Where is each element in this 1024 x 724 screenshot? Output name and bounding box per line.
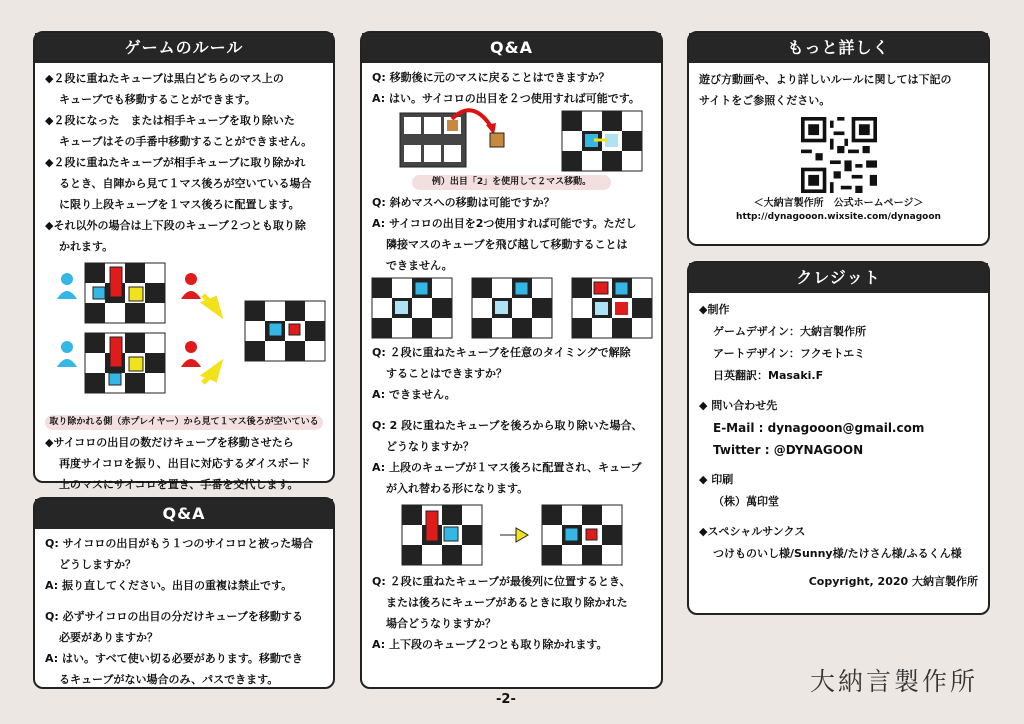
- dice-illustration: [372, 111, 652, 171]
- qr-code-icon[interactable]: [801, 117, 877, 193]
- site-url[interactable]: http://dynagooon.wixsite.com/dynagoon: [736, 212, 941, 222]
- swap-illustration: [372, 505, 652, 567]
- board-bottom: [85, 333, 165, 393]
- qa-answer: A: はい。サイコロの出目を２つ使用すれば可能です。: [372, 92, 640, 105]
- credit-title: クレジット: [689, 263, 988, 293]
- board-result: [245, 301, 325, 361]
- rule-bullet: ◆２段に重ねたキューブは黒白どちらのマス上の キューブでも移動することができます。: [45, 72, 284, 106]
- more-info-card: [687, 31, 990, 246]
- credit-thanks-heading: ◆スペシャルサンクス: [699, 525, 806, 538]
- board-top: [85, 263, 165, 323]
- rules-title: ゲームのルール: [35, 33, 333, 63]
- rule-illustration: [45, 263, 325, 413]
- board-move: [562, 111, 642, 171]
- brand-logo: 大納言製作所: [810, 667, 979, 696]
- qa-answer: A: 上下段のキューブ２つとも取り除かれます。: [372, 638, 608, 651]
- qa-card-left: [33, 497, 335, 689]
- player-red-icon: [181, 341, 201, 367]
- qa-middle-body: [362, 63, 661, 655]
- rule-bullet: ◆それ以外の場合は上下段のキューブ２つとも取り除 かれます。: [45, 219, 306, 253]
- rules-caption: 取り除かれる側（赤プレイヤー）から見て１マス後ろが空いている: [45, 415, 323, 430]
- arrow-right-icon: [500, 528, 528, 542]
- qa-question: Q: 移動後に元のマスに戻ることはできますか？: [372, 71, 610, 84]
- diagonal-illustration: [372, 278, 652, 340]
- arrow-icon: [203, 365, 219, 383]
- arrow-icon: [203, 295, 219, 313]
- credit-card: [687, 261, 990, 615]
- qa-question: Q: 2 段に重ねたキューブを後ろから取り除いた場合、 どうなりますか？: [372, 419, 643, 453]
- player-cyan-icon: [57, 341, 77, 367]
- qa-question: Q: ２段に重ねたキューブを任意のタイミングで解除 することはできますか？: [372, 346, 631, 380]
- more-info-body: 遊び方動画や、より詳しいルールに関しては下記の サイトをご参照ください。 ＜大納言製作所 公式ホームページ＞ http://dynagooon.wixsite.com/dynagoon: [689, 63, 988, 224]
- site-label: ＜大納言製作所 公式ホームページ＞: [753, 198, 924, 209]
- credit-contact-heading: ◆ 問い合わせ先: [699, 399, 778, 412]
- qa-question: Q: ２段に重ねたキューブが最後列に位置するとき、 または後ろにキューブがあるときに取り除かれた 場合どうなりますか？: [372, 575, 631, 630]
- credit-production-heading: ◆制作: [699, 303, 730, 316]
- more-info-title: もっと詳しく: [689, 33, 988, 63]
- qa-card-middle: [360, 31, 663, 689]
- qa-answer: A: 振り直してください。出目の重複は禁止です。: [45, 579, 293, 592]
- rule-bullet: ◆サイコロの出目の数だけキューブを移動させたら 再度サイコロを振り、出目に対応するダイスボード 上のマスにサイコロを置き、手番を交代します。: [45, 436, 311, 491]
- qa-answer: A: できません。: [372, 388, 456, 401]
- rules-body: [35, 63, 333, 495]
- qa-middle-title: Q&A: [362, 33, 661, 63]
- qa-dice-caption: 例）出目「2」を使用して２マス移動。: [412, 175, 611, 190]
- credit-print-heading: ◆ 印刷: [699, 473, 734, 486]
- qa-question: Q: 必ずサイコロの出目の分だけキューブを移動する 必要がありますか？: [45, 610, 303, 644]
- rule-bullet: ◆２段になった または相手キューブを取り除いた キューブはその手番中移動することができません。: [45, 114, 313, 148]
- credit-twitter[interactable]: Twitter : @DYNAGOON: [713, 443, 864, 457]
- player-cyan-icon: [57, 273, 77, 299]
- rule-bullet: ◆２段に重ねたキューブが相手キューブに取り除かれ るとき、自陣から見て１マス後ろが空いている場合 に限り上段キューブを１マス後ろに配置します。: [45, 156, 312, 211]
- qa-answer: A: 上段のキューブが１マス後ろに配置され、キューブ が入れ替わる形になります。: [372, 461, 642, 495]
- copyright: Copyright, 2020 大納言製作所: [808, 575, 978, 588]
- page-number: -2-: [496, 692, 516, 707]
- qa-answer: A: サイコロの出目を2つ使用すれば可能です。ただし 隣接マスのキューブを飛び越して移動することは できません。: [372, 217, 637, 272]
- qa-question: Q: 斜めマスへの移動は可能ですか？: [372, 196, 555, 209]
- qa-left-body: [35, 529, 333, 690]
- qa-question: Q: サイコロの出目がもう１つのサイコロと被った場合 どうしますか？: [45, 537, 314, 571]
- qa-answer: A: はい。すべて使い切る必要があります。移動でき るキューブがない場合のみ、パスできます。: [45, 652, 303, 686]
- rules-card: [33, 31, 335, 491]
- player-red-icon: [181, 273, 201, 299]
- qa-left-title: Q&A: [35, 499, 333, 529]
- credit-email[interactable]: E-Mail : dynagooon@gmail.com: [713, 421, 925, 435]
- credit-body: ◆制作 ゲームデザイン：大納言製作所 アートデザイン：フクモトエミ 日英翻訳：Masaki.F ◆ 問い合わせ先 E-Mail : dynagooon@gmail.com Twitter : @DYNAGOON ◆ 印刷 （株）萬印堂 ◆スペシャルサンクス つけものいし様/Sunny様/たけさん様/ふるくん様 Copyright, 2020 大納言製作所: [689, 293, 988, 593]
